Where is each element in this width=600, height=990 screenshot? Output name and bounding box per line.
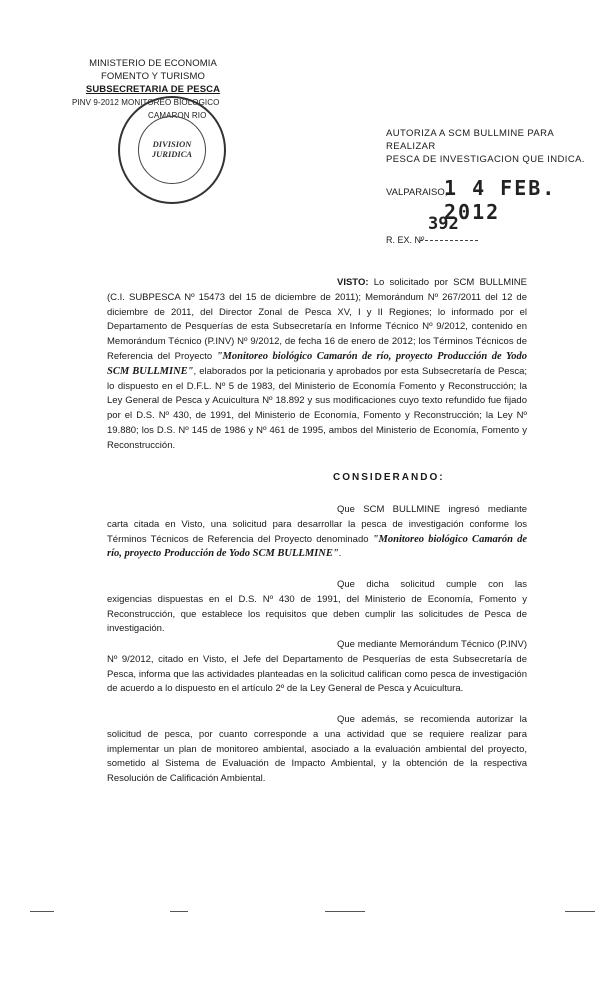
subject-line1: AUTORIZA A SCM BULLMINE PARA REALIZAR [386, 128, 554, 152]
considerando-p2-text: Que dicha solicitud cumple con las exigencias dispuestas en el D.S. Nº 430 de 1991, del Ministerio de Economía, Fomento y Reconstrucción, que establece los requisitos que deben cumplir las solicitudes de Pesca de investigación. [107, 579, 527, 635]
stamp-label-line2: JURIDICA [151, 149, 193, 159]
ministry-name: MINISTERIO DE ECONOMIA [89, 58, 217, 69]
reference-code: PINV 9-2012 MONITOREO BIOLOGICO [72, 98, 220, 107]
stamp-label-line1: DIVISION [152, 139, 192, 149]
visto-project-name: "Monitoreo biológico Camarón de río, proyecto Producción de Yodo SCM BULLMINE" [107, 350, 528, 377]
resolution-subject [386, 127, 600, 166]
ministry-subtitle: FOMENTO Y TURISMO [101, 71, 205, 82]
considerando-p4-text: Que además, se recomienda autorizar la solicitud de pesca, por cuanto corresponde a una actividad que se requiere realizar para implementar un plan de monitoreo ambiental, asociado a la evaluación ambiental del proyecto, sometido al Sistema de Evaluación de Impacto Ambiental, y la obtención de la respectiva Resolución de Calificación Ambiental. [107, 714, 527, 785]
date-stamp: 1 4 FEB. 2012 [444, 176, 557, 224]
resolution-number: 392 [428, 214, 459, 234]
footer-mark-3 [325, 911, 365, 912]
subject-line2: PESCA DE INVESTIGACION QUE INDICA. [386, 154, 585, 165]
visto-text-2: , elaborados por la peticionaria y aprobados por esta Subsecretaría de Pesca; lo dispuesto en el D.F.L. Nº 5 de 1983, del Ministerio de Economía Fomento y Reconstrucción; la Ley General de Pesca y Acuicultura Nº 18.892 y sus modificaciones cuyo texto refundido fue fijado por el D.S. Nº 430, de 1991, del Ministerio de Economía, Fomento y Reconstrucción; la Ley Nº 19.880; los D.S. Nº 145 de 1986 y Nº 461 de 1995, ambos del Ministerio de Economía, Fomento y Reconstrucción. [107, 365, 527, 451]
considerando-paragraph-2 [107, 578, 527, 637]
reference-code-2: CAMARON RIO [148, 111, 207, 120]
footer-mark-2 [170, 911, 188, 912]
division-juridica-stamp [118, 96, 226, 204]
footer-mark-4 [565, 911, 595, 912]
place-label: VALPARAISO, [386, 187, 448, 198]
considerando-p1-project: "Monitoreo biológico Camarón de río, proyecto Producción de Yodo SCM BULLMINE" [107, 533, 527, 560]
considerando-p3-text: Que mediante Memorándum Técnico (P.INV) Nº 9/2012, citado en Visto, el Jefe del Departamento de Pesquerías de esta Subsecretaría de Pesca, informa que las actividades planteadas en la solicitud califican como pesca de investigación de acuerdo a lo dispuesto en el artículo 2º de la Ley General de Pesca y Acuicultura. [107, 639, 527, 695]
visto-label: VISTO: [337, 277, 369, 288]
considerando-heading: CONSIDERANDO: [333, 472, 445, 483]
footer-mark-1 [30, 911, 54, 912]
stamp-label [139, 139, 205, 159]
stamp-inner-ring [138, 116, 206, 184]
considerando-paragraph-4 [107, 713, 527, 787]
considerando-paragraph-1 [107, 503, 527, 562]
considerando-paragraph-3 [107, 638, 527, 697]
subsecretaria-name: SUBSECRETARIA DE PESCA [85, 84, 221, 95]
visto-text-1: Lo solicitado por SCM BULLMINE (C.I. SUBPESCA Nº 15473 del 15 de diciembre de 2011); Memorándum Nº 267/2011 del 12 de diciembre de 2011, del Director Zonal de Pesca XV, I y II Regiones; lo informado por el Departamento de Pesquerías de esta Subsecretaría en Informe Técnico Nº 9/2012, contenido en Memorándum Técnico (P.INV) Nº 9/2012, de fecha 16 de enero de 2012; los Términos Técnicos de Referencia del Proyecto [107, 277, 527, 362]
considerando-p1-end: . [338, 548, 342, 560]
visto-paragraph [107, 276, 527, 454]
rex-underline [420, 240, 478, 241]
considerando-p1-text: Que SCM BULLMINE ingresó mediante carta citada en Visto, una solicitud para desarrollar la pesca de investigación conforme los Términos Técnicos de Referencia del Proyecto denominado [107, 504, 527, 545]
rex-label: R. EX. Nº [386, 235, 425, 245]
